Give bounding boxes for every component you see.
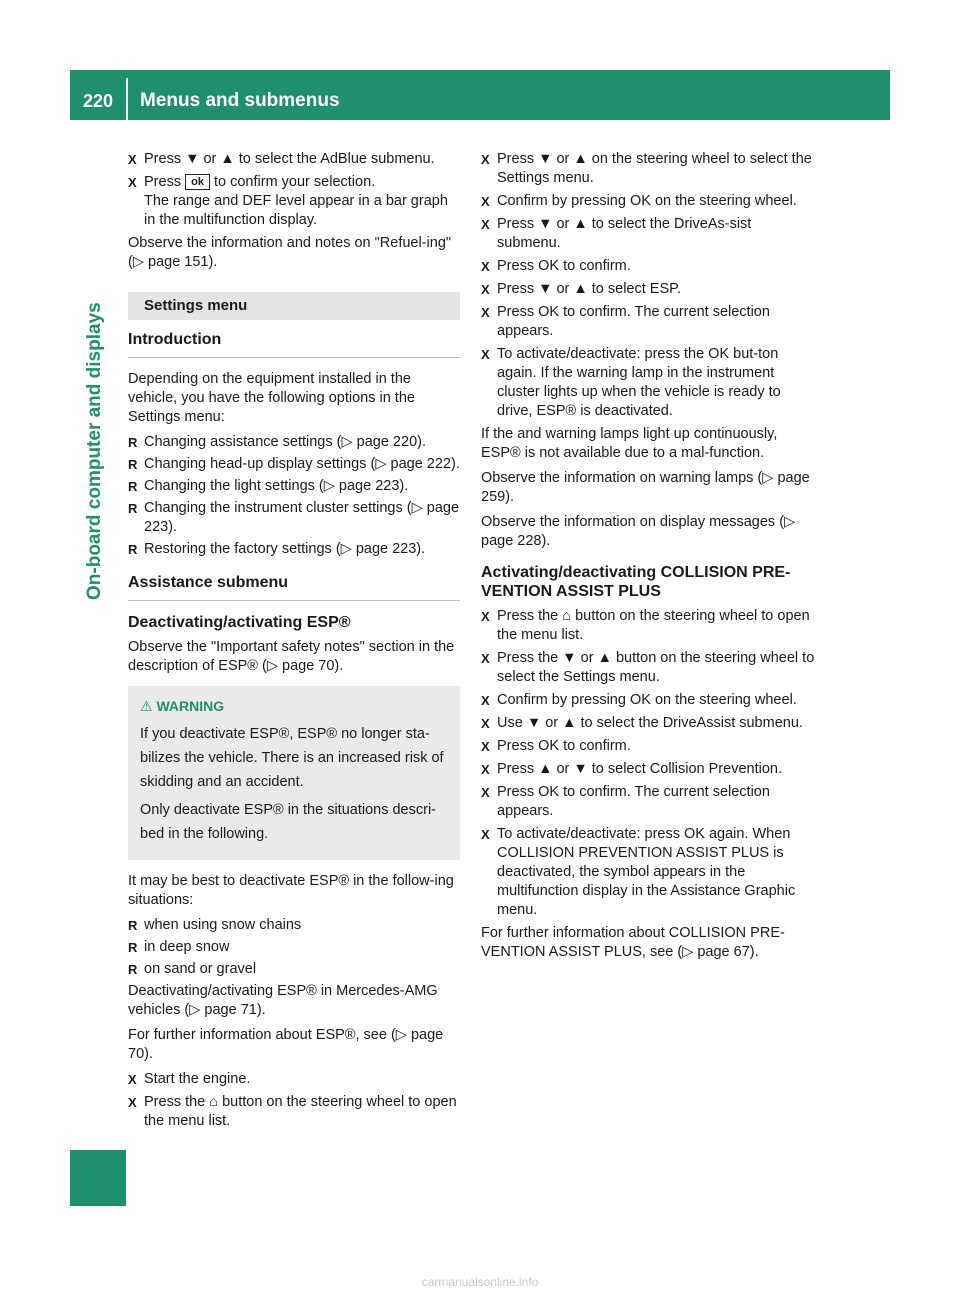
- page-number: 220: [82, 91, 114, 111]
- step: X Press OK to confirm. The current selection appears.: [481, 303, 815, 341]
- subsection-heading: Activating/deactivating COLLISION PRE-VENTION ASSIST PLUS: [481, 564, 791, 600]
- step: X Press ▲ or ▼ to select Collision Prevention.: [481, 760, 815, 779]
- section-box-title: Settings menu: [128, 292, 460, 320]
- list-item: R on sand or gravel: [128, 960, 460, 979]
- left-column: [128, 150, 460, 1135]
- side-tab-block: [70, 1150, 126, 1206]
- step: X Confirm by pressing OK on the steering wheel.: [481, 691, 815, 710]
- warning-text: Only deactivate ESP® in the situations descri-bed in the following.: [140, 802, 436, 842]
- watermark: carmanualsonline.info: [421, 1275, 539, 1289]
- list-item: R in deep snow: [128, 938, 460, 957]
- step: X To activate/deactivate: press the OK but-ton again. If the warning lamp in the instrument cluster lights up when the vehicle is ready to drive, ESP® is deactivated.: [481, 345, 815, 421]
- step: X Confirm by pressing OK on the steering wheel.: [481, 192, 815, 211]
- paragraph: Observe the information and notes on "Refuel-ing" (▷ page 151).: [128, 235, 452, 270]
- paragraph: Observe the information on display messages (▷ page 228).: [481, 514, 796, 549]
- step: [128, 150, 460, 169]
- paragraph: For further information about ESP®, see (▷ page 70).: [128, 1027, 444, 1062]
- step: X Press OK to confirm. The current selection appears.: [481, 783, 815, 821]
- step: X Press the ⌂ button on the steering wheel to open the menu list.: [128, 1093, 460, 1131]
- side-tab-label: On-board computer and displays: [84, 302, 105, 600]
- paragraph: Observe the information on warning lamps (▷ page 259).: [481, 470, 810, 505]
- ok-key-icon: ok: [185, 174, 210, 190]
- step-text: to confirm your selection.: [213, 174, 376, 190]
- paragraph: Observe the "Important safety notes" section in the description of ESP® (▷ page 70).: [128, 639, 455, 674]
- paragraph: If the and warning lamps light up continuously, ESP® is not available due to a mal-function.: [481, 426, 778, 461]
- section-heading: Introduction: [128, 330, 460, 358]
- warning-title-text: WARNING: [156, 698, 225, 714]
- step: X Start the engine.: [128, 1070, 460, 1089]
- step: X Press OK to confirm.: [481, 737, 815, 756]
- step-text: Press: [144, 174, 182, 190]
- paragraph: Depending on the equipment installed in the vehicle, you have the following options in the Settings menu:: [128, 371, 415, 425]
- paragraph: For further information about COLLISION PRE-VENTION ASSIST PLUS, see (▷ page 67).: [481, 925, 785, 960]
- step: X Use ▼ or ▲ to select the DriveAssist submenu.: [481, 714, 815, 733]
- step: X Press the ▼ or ▲ button on the steering wheel to select the Settings menu.: [481, 649, 815, 687]
- paragraph: Deactivating/activating ESP® in Mercedes-AMG vehicles (▷ page 71).: [128, 983, 438, 1018]
- header-divider: [126, 78, 128, 120]
- warning-triangle-icon: ⚠: [140, 698, 153, 714]
- page-title: Menus and submenus: [140, 90, 340, 111]
- section-heading: Assistance submenu: [128, 573, 460, 601]
- step-text: Press ▼ or ▲ to select the AdBlue submenu.: [144, 151, 435, 167]
- right-column: [481, 150, 815, 968]
- list-item: R when using snow chains: [128, 916, 460, 935]
- step: X Press ▼ or ▲ to select the DriveAs-sist submenu.: [481, 215, 815, 253]
- warning-text: If you deactivate ESP®, ESP® no longer sta-bilizes the vehicle. There is an increased risk of skidding and an accident.: [140, 726, 444, 790]
- step: X Press ▼ or ▲ to select ESP.: [481, 280, 815, 299]
- step: X Press OK to confirm.: [481, 257, 815, 276]
- list-item: R Restoring the factory settings (▷ page 223).: [128, 540, 460, 559]
- step: X To activate/deactivate: press OK again. When COLLISION PREVENTION ASSIST PLUS is deactivated, the symbol appears in the multifunction display in the Assistance Graphic menu.: [481, 825, 815, 920]
- list-item: R Changing the instrument cluster settings (▷ page 223).: [128, 499, 460, 537]
- list-item: R Changing head-up display settings (▷ page 222).: [128, 455, 460, 474]
- list-item: R Changing the light settings (▷ page 223).: [128, 477, 460, 496]
- step: X Press the ⌂ button on the steering wheel to open the menu list.: [481, 607, 815, 645]
- subsection-heading: Deactivating/activating ESP®: [128, 614, 351, 631]
- step-note: The range and DEF level appear in a bar graph in the multifunction display.: [144, 193, 448, 228]
- list-item: R Changing assistance settings (▷ page 220).: [128, 433, 460, 452]
- paragraph: It may be best to deactivate ESP® in the follow-ing situations:: [128, 873, 454, 908]
- warning-title: [140, 694, 448, 718]
- step: X Press ▼ or ▲ on the steering wheel to select the Settings menu.: [481, 150, 815, 188]
- step: [128, 173, 460, 230]
- warning-box: [128, 686, 460, 860]
